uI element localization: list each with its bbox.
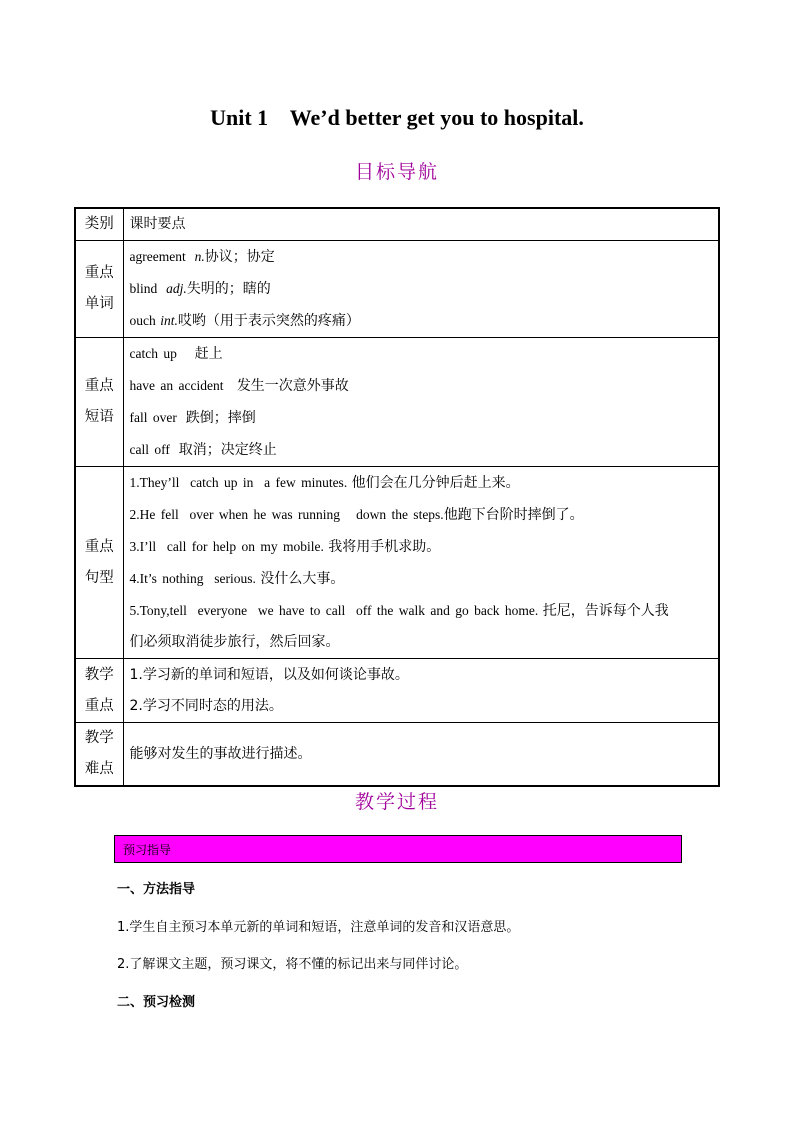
word-item: agreement n.协议；协定 bbox=[129, 249, 275, 265]
section-method: 一、方法指导 bbox=[117, 882, 196, 897]
section-check: 二、预习检测 bbox=[117, 995, 196, 1010]
focus-row bbox=[75, 659, 719, 723]
words-category: 重点 单词 bbox=[75, 241, 123, 338]
paragraph-1: 1.学生自主预习本单元新的单词和短语，注意单词的发音和汉语意思。 bbox=[117, 920, 520, 935]
sentences-row bbox=[75, 467, 719, 659]
focus-category: 教学 重点 bbox=[75, 659, 123, 723]
phrase-item: fall over 跌倒；摔倒 bbox=[129, 410, 256, 426]
word-item: blind adj.失明的；瞎的 bbox=[129, 281, 271, 297]
difficulty-category: 教学 难点 bbox=[75, 723, 123, 787]
phrases-category: 重点 短语 bbox=[75, 338, 123, 467]
sentence-item: 2.He fell over when he was running down the steps.他跑下台阶时摔倒了。 bbox=[129, 507, 584, 523]
phrase-item: catch up 赶上 bbox=[129, 346, 223, 362]
header-content: 课时要点 bbox=[123, 208, 719, 241]
goals-heading: 目标导航 bbox=[354, 161, 439, 183]
sentence-item: 4.It’s nothing serious. 没什么大事。 bbox=[129, 571, 345, 587]
sentence-item-continued: 们必须取消徒步旅行，然后回家。 bbox=[129, 634, 340, 650]
sentences-category: 重点 句型 bbox=[75, 467, 123, 659]
preview-guide-bar bbox=[114, 835, 682, 863]
header-category: 类别 bbox=[75, 208, 123, 241]
difficulty-list bbox=[123, 723, 719, 787]
difficulty-item: 能够对发生的事故进行描述。 bbox=[129, 745, 312, 762]
sentence-item: 1.They’ll catch up in a few minutes. 他们会在几分钟后赶上来。 bbox=[129, 475, 520, 491]
word-item: ouch int.哎哟（用于表示突然的疼痛） bbox=[129, 313, 360, 329]
document-title: Unit 1 We’d better get you to hospital. bbox=[210, 105, 584, 130]
focus-item: 2.学习不同时态的用法。 bbox=[129, 697, 283, 714]
sentences-list bbox=[123, 467, 719, 659]
focus-item: 1.学习新的单词和短语，以及如何谈论事故。 bbox=[129, 666, 409, 683]
words-row bbox=[75, 241, 719, 338]
phrases-list bbox=[123, 338, 719, 467]
phrase-item: have an accident 发生一次意外事故 bbox=[129, 378, 349, 394]
process-heading: 教学过程 bbox=[354, 791, 439, 813]
phrase-item: call off 取消；决定终止 bbox=[129, 442, 277, 458]
focus-list bbox=[123, 659, 719, 723]
preview-guide-label: 预习指导 bbox=[123, 843, 172, 857]
paragraph-2: 2.了解课文主题，预习课文，将不懂的标记出来与同伴讨论。 bbox=[117, 957, 468, 972]
sentence-item: 5.Tony,tell everyone we have to call off the walk and go back home. 托尼，告诉每个人我 bbox=[129, 603, 669, 619]
difficulty-row bbox=[75, 723, 719, 787]
table-header-row bbox=[75, 208, 719, 241]
goals-table bbox=[74, 207, 720, 787]
phrases-row bbox=[75, 338, 719, 467]
words-list bbox=[123, 241, 719, 338]
sentence-item: 3.I’ll call for help on my mobile. 我将用手机求助。 bbox=[129, 539, 441, 555]
